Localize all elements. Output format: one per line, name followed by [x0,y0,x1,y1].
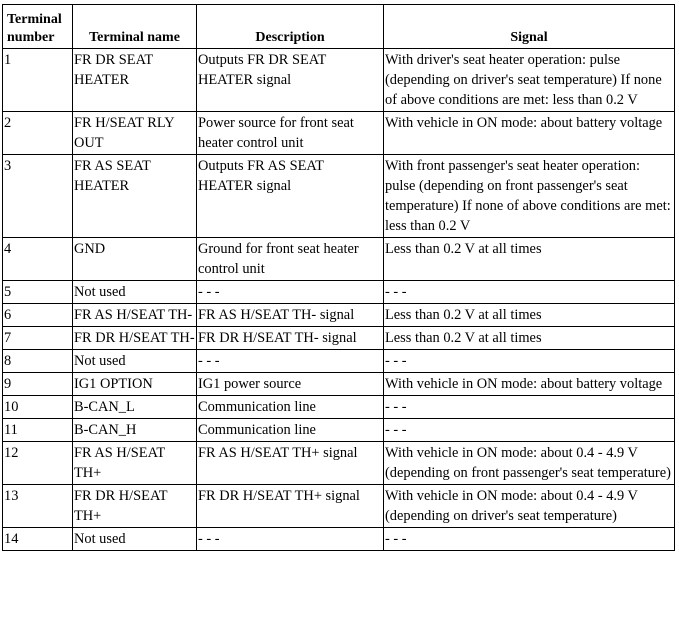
cell-terminal-number: 14 [3,528,73,551]
cell-terminal-number: 2 [3,112,73,155]
table-header-row [3,5,675,49]
table-body [3,49,675,551]
cell-terminal-number: 6 [3,304,73,327]
table-row [3,442,675,485]
table-row [3,112,675,155]
header-terminal-name: Terminal name [73,5,197,49]
cell-signal: - - - [384,419,675,442]
table-row [3,281,675,304]
cell-terminal-name: FR DR SEAT HEATER [73,49,197,112]
table-row [3,327,675,350]
cell-terminal-name: Not used [73,281,197,304]
cell-signal: Less than 0.2 V at all times [384,327,675,350]
cell-terminal-number: 13 [3,485,73,528]
cell-signal: - - - [384,396,675,419]
table-row [3,49,675,112]
cell-description: Communication line [197,419,384,442]
cell-terminal-name: FR DR H/SEAT TH- [73,327,197,350]
cell-description: FR AS H/SEAT TH+ signal [197,442,384,485]
cell-description: IG1 power source [197,373,384,396]
cell-description: FR AS H/SEAT TH- signal [197,304,384,327]
cell-terminal-number: 3 [3,155,73,238]
cell-terminal-name: Not used [73,350,197,373]
cell-terminal-number: 11 [3,419,73,442]
cell-terminal-name: FR H/SEAT RLY OUT [73,112,197,155]
cell-signal: - - - [384,281,675,304]
cell-terminal-name: FR DR H/SEAT TH+ [73,485,197,528]
cell-terminal-name: B-CAN_H [73,419,197,442]
cell-description: FR DR H/SEAT TH+ signal [197,485,384,528]
cell-terminal-name: B-CAN_L [73,396,197,419]
table-row [3,419,675,442]
cell-description: - - - [197,281,384,304]
cell-signal: With vehicle in ON mode: about 0.4 - 4.9 V (depending on front passenger's seat temperature) [384,442,675,485]
cell-signal: With vehicle in ON mode: about battery voltage [384,112,675,155]
cell-terminal-name: Not used [73,528,197,551]
cell-signal: Less than 0.2 V at all times [384,304,675,327]
cell-terminal-name: GND [73,238,197,281]
table-row [3,238,675,281]
cell-description: Outputs FR AS SEAT HEATER signal [197,155,384,238]
cell-terminal-name: IG1 OPTION [73,373,197,396]
header-description: Description [197,5,384,49]
cell-signal: - - - [384,350,675,373]
cell-signal: With vehicle in ON mode: about battery voltage [384,373,675,396]
cell-description: Power source for front seat heater control unit [197,112,384,155]
cell-signal: Less than 0.2 V at all times [384,238,675,281]
cell-terminal-number: 4 [3,238,73,281]
cell-terminal-number: 9 [3,373,73,396]
table-row [3,373,675,396]
cell-terminal-number: 5 [3,281,73,304]
header-terminal-number: Terminal number [3,5,73,49]
cell-terminal-number: 1 [3,49,73,112]
table-row [3,396,675,419]
table-row [3,350,675,373]
cell-signal: With vehicle in ON mode: about 0.4 - 4.9 V (depending on driver's seat temperature) [384,485,675,528]
cell-signal: - - - [384,528,675,551]
cell-description: Outputs FR DR SEAT HEATER signal [197,49,384,112]
table-row [3,304,675,327]
cell-description: FR DR H/SEAT TH- signal [197,327,384,350]
cell-terminal-number: 8 [3,350,73,373]
cell-description: Ground for front seat heater control unit [197,238,384,281]
cell-description: - - - [197,350,384,373]
cell-description: - - - [197,528,384,551]
cell-signal: With front passenger's seat heater operation: pulse (depending on front passenger's seat temperature) If none of above conditions are met: less than 0.2 V [384,155,675,238]
table-row [3,485,675,528]
cell-terminal-number: 10 [3,396,73,419]
cell-terminal-name: FR AS H/SEAT TH+ [73,442,197,485]
cell-terminal-name: FR AS SEAT HEATER [73,155,197,238]
cell-terminal-number: 12 [3,442,73,485]
cell-terminal-number: 7 [3,327,73,350]
header-signal: Signal [384,5,675,49]
cell-description: Communication line [197,396,384,419]
cell-signal: With driver's seat heater operation: pulse (depending on driver's seat temperature) If none of above conditions are met: less than 0.2 V [384,49,675,112]
terminal-table [2,4,675,551]
cell-terminal-name: FR AS H/SEAT TH- [73,304,197,327]
table-row [3,155,675,238]
table-row [3,528,675,551]
